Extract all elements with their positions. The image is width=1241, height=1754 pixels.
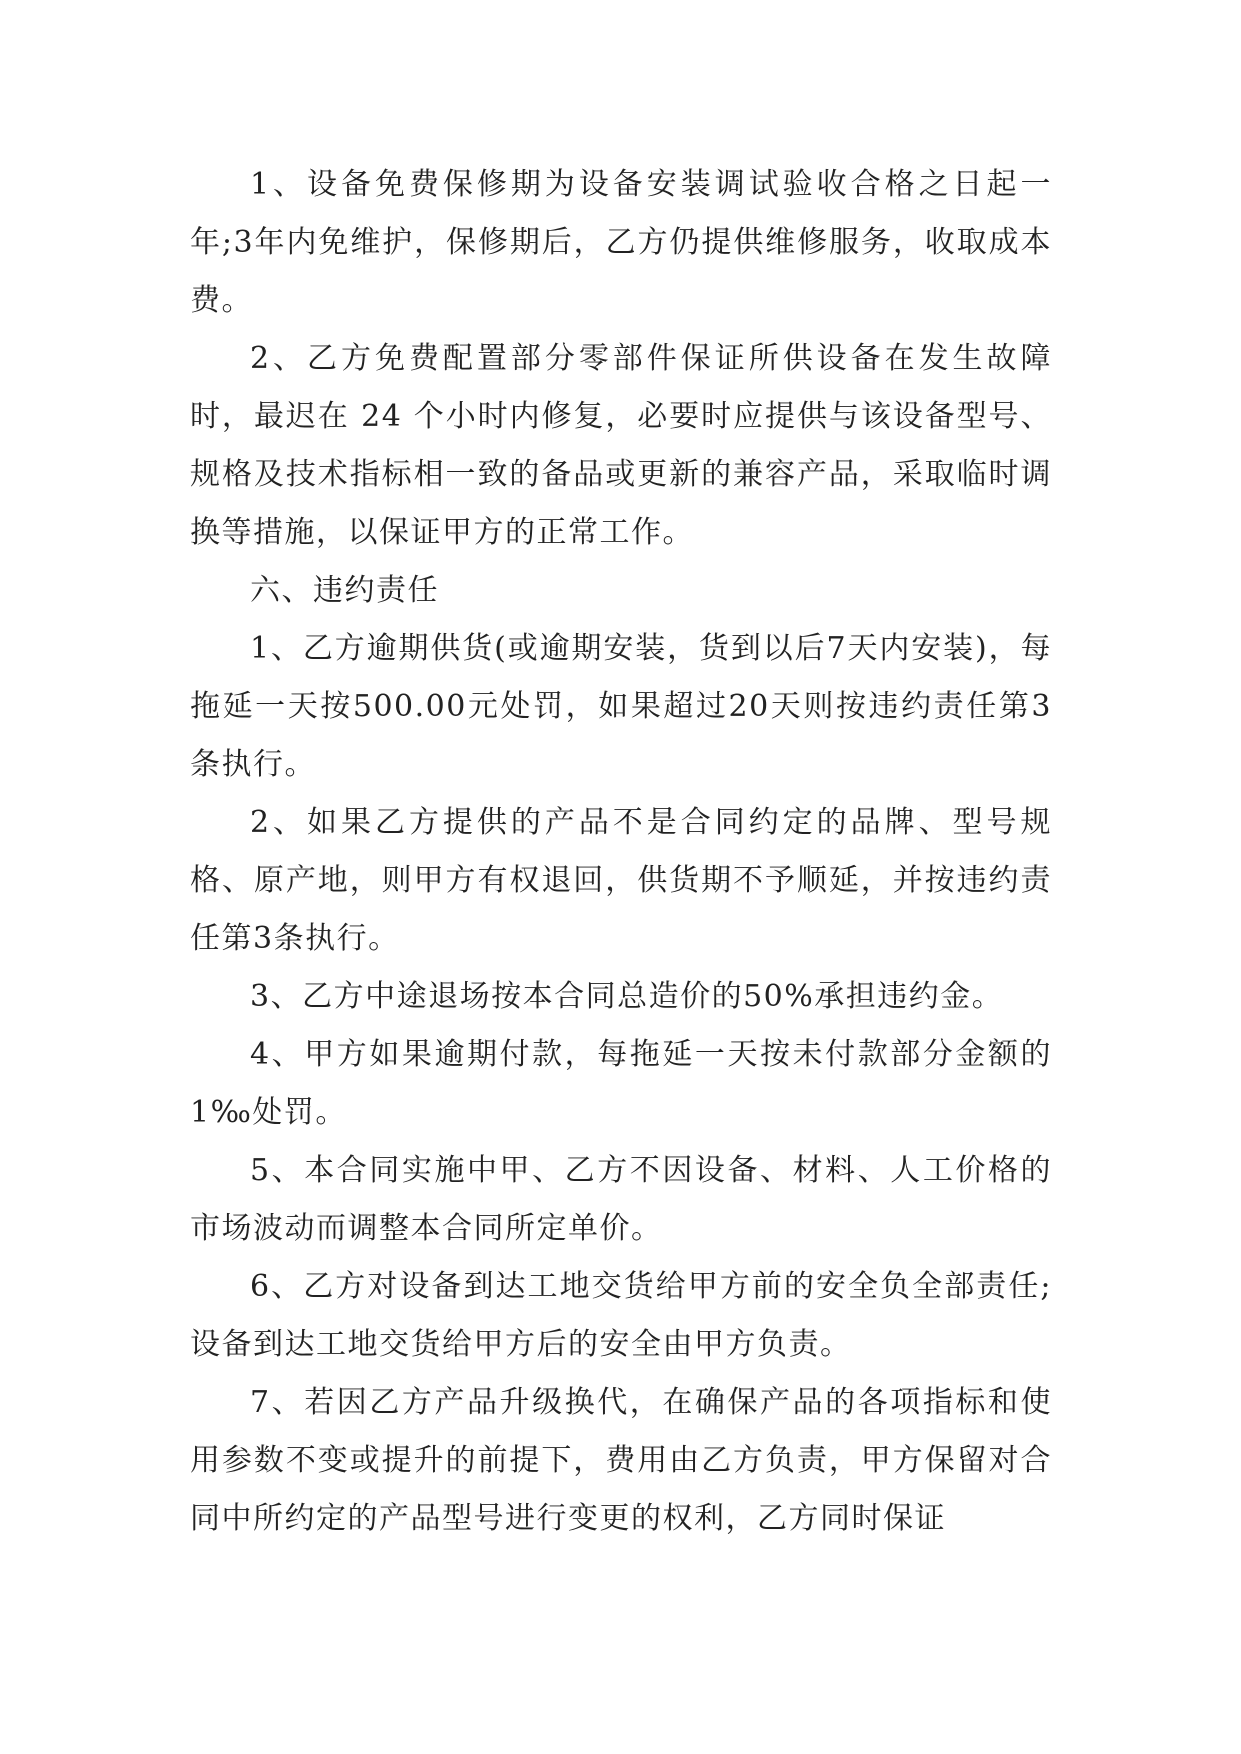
paragraph-safety-responsibility: 6、乙方对设备到达工地交货给甲方前的安全负全部责任;设备到达工地交货给甲方后的安全由甲方负责。 [190,1269,1052,1362]
paragraph-late-payment: 4、甲方如果逾期付款，每拖延一天按未付款部分金额的1‰处罚。 [190,1037,1052,1130]
section-heading-breach-liability: 六、违约责任 [250,573,439,608]
paragraph-late-delivery: 1、乙方逾期供货(或逾期安装，货到以后7天内安装)，每拖延一天按500.00元处罚，如果超过20天则按违约责任第3条执行。 [190,631,1052,782]
paragraph-nonconforming-product: 2、如果乙方提供的产品不是合同约定的品牌、型号规格、原产地，则甲方有权退回，供货期不予顺延，并按违约责任第3条执行。 [190,805,1052,956]
document-body [190,156,1052,1548]
paragraph-spare-parts: 2、乙方免费配置部分零部件保证所供设备在发生故障时，最迟在 24 个小时内修复，必要时应提供与该设备型号、规格及技术指标相一致的备品或更新的兼容产品，采取临时调换等措施，以保证甲方的正常工作。 [190,341,1052,550]
paragraph-warranty-period: 1、设备免费保修期为设备安装调试验收合格之日起一年;3年内免维护，保修期后，乙方仍提供维修服务，收取成本费。 [190,167,1052,318]
paragraph-fixed-unit-price: 5、本合同实施中甲、乙方不因设备、材料、人工价格的市场波动而调整本合同所定单价。 [190,1153,1052,1246]
paragraph-product-upgrade: 7、若因乙方产品升级换代，在确保产品的各项指标和使用参数不变或提升的前提下，费用由乙方负责，甲方保留对合同中所约定的产品型号进行变更的权利，乙方同时保证 [190,1385,1052,1536]
paragraph-withdrawal-penalty: 3、乙方中途退场按本合同总造价的50%承担违约金。 [250,979,1004,1014]
